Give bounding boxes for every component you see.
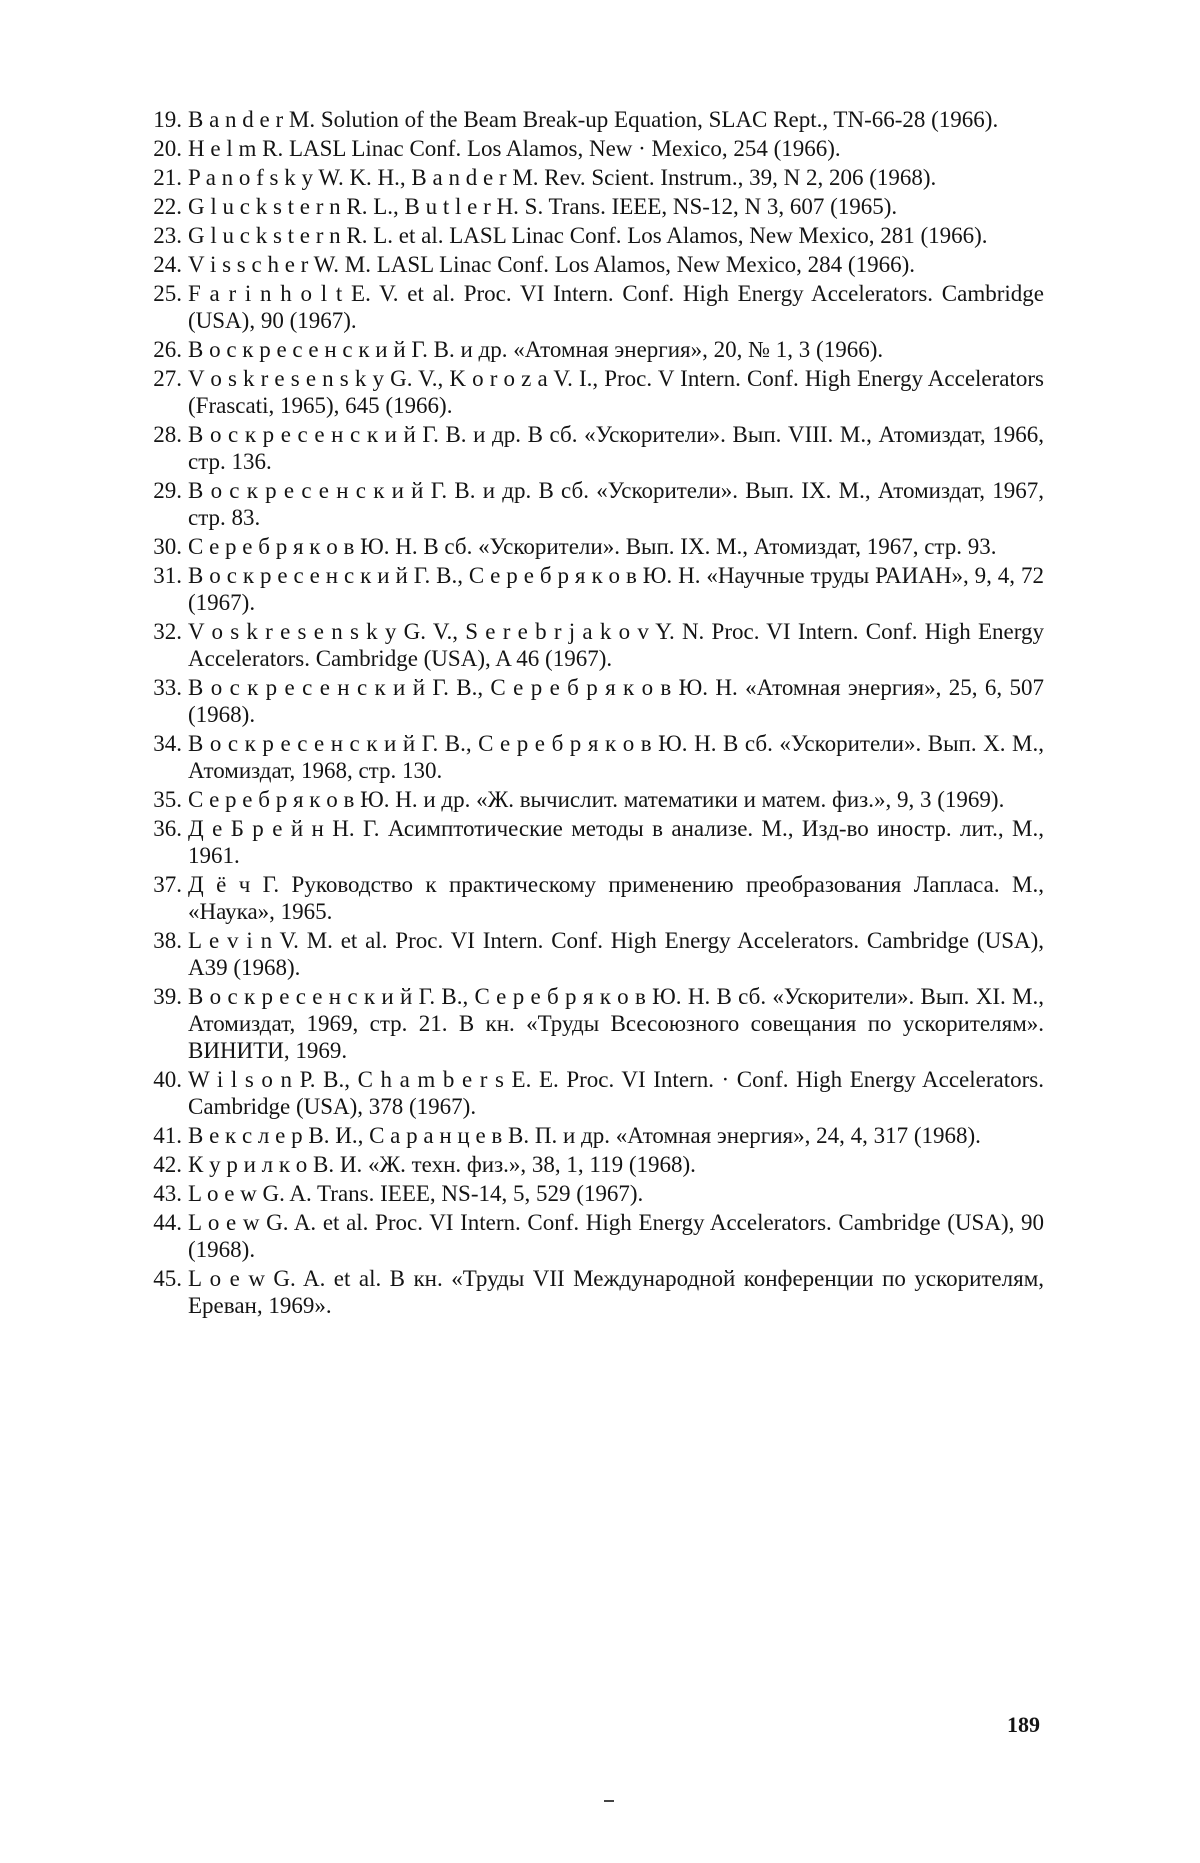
- reference-item: [136, 193, 1044, 220]
- reference-number: 29.: [153, 478, 182, 503]
- footer-dash: [604, 1800, 614, 1802]
- reference-item: [136, 927, 1044, 981]
- reference-item: [136, 106, 1044, 133]
- reference-item: [136, 815, 1044, 869]
- reference-number: 39.: [153, 984, 182, 1009]
- reference-number: 28.: [153, 422, 182, 447]
- reference-item: [136, 222, 1044, 249]
- reference-number: 41.: [153, 1123, 182, 1148]
- reference-number: 32.: [153, 619, 182, 644]
- reference-number: 21.: [153, 165, 182, 190]
- reference-text: В о с к р е с е н с к и й Г. В., С е р е б р я к о в Ю. Н. В сб. «Ускорители». Вып. XI. М., Атомиздат, 1969, стр. 21. В кн. «Труды Всесоюзного совещания по ускорителям». ВИНИТИ, 1969.: [188, 984, 1044, 1063]
- reference-text: В о с к р е с е н с к и й Г. В., С е р е б р я к о в Ю. Н. В сб. «Ускорители». Вып. X. М., Атомиздат, 1968, стр. 130.: [188, 731, 1044, 783]
- reference-item: [136, 618, 1044, 672]
- reference-text: L o e w G. A. et al. Proc. VI Intern. Conf. High Energy Accelerators. Cambridge (USA), 90 (1968).: [188, 1210, 1044, 1262]
- reference-text: V o s k r e s e n s k y G. V., S e r e b r j a k o v Y. N. Proc. VI Intern. Conf. High Energy Accelerators. Cambridge (USA), A 46 (1967).: [188, 619, 1044, 671]
- reference-text: G l u c k s t e r n R. L., B u t l e r H. S. Trans. IEEE, NS-12, N 3, 607 (1965).: [188, 194, 898, 219]
- reference-number: 24.: [153, 252, 182, 277]
- reference-text: L o e w G. A. et al. В кн. «Труды VII Международной конференции по ускорителям, Ереван, 1969».: [188, 1266, 1044, 1318]
- reference-number: 19.: [153, 107, 182, 132]
- reference-number: 31.: [153, 563, 182, 588]
- reference-text: V o s k r e s e n s k y G. V., K o r o z a V. I., Proc. V Intern. Conf. High Energy Accelerators (Frascati, 1965), 645 (1966).: [188, 366, 1044, 418]
- reference-item: [136, 477, 1044, 531]
- reference-text: Д е Б р е й н Н. Г. Асимптотические методы в анализе. М., Изд-во иностр. лит., М., 1961.: [188, 816, 1044, 868]
- reference-text: L o e w G. A. Trans. IEEE, NS-14, 5, 529 (1967).: [188, 1181, 644, 1206]
- reference-item: [136, 871, 1044, 925]
- reference-item: [136, 533, 1044, 560]
- reference-text: В о с к р е с е н с к и й Г. В. и др. «Атомная энергия», 20, № 1, 3 (1966).: [188, 337, 884, 362]
- reference-text: Д ё ч Г. Руководство к практическому применению преобразования Лапласа. М., «Наука», 1965.: [188, 872, 1044, 924]
- reference-number: 27.: [153, 366, 182, 391]
- reference-text: G l u c k s t e r n R. L. et al. LASL Linac Conf. Los Alamos, New Mexico, 281 (1966).: [188, 223, 988, 248]
- page-number: 189: [1007, 1712, 1040, 1737]
- reference-list: [136, 106, 1044, 1321]
- reference-text: В о с к р е с е н с к и й Г. В. и др. В сб. «Ускорители». Вып. VIII. М., Атомиздат, 1966, стр. 136.: [188, 422, 1044, 474]
- reference-item: [136, 983, 1044, 1064]
- reference-number: 30.: [153, 534, 182, 559]
- reference-number: 23.: [153, 223, 182, 248]
- reference-item: [136, 730, 1044, 784]
- reference-number: 22.: [153, 194, 182, 219]
- reference-item: [136, 562, 1044, 616]
- reference-item: [136, 1265, 1044, 1319]
- reference-text: В е к с л е р В. И., С а р а н ц е в В. П. и др. «Атомная энергия», 24, 4, 317 (1968).: [188, 1123, 981, 1148]
- reference-item: [136, 1180, 1044, 1207]
- reference-text: С е р е б р я к о в Ю. Н. В сб. «Ускорители». Вып. IX. М., Атомиздат, 1967, стр. 93.: [188, 534, 997, 559]
- reference-item: [136, 251, 1044, 278]
- reference-item: [136, 365, 1044, 419]
- reference-text: H e l m R. LASL Linac Conf. Los Alamos, New · Mexico, 254 (1966).: [188, 136, 841, 161]
- reference-text: B a n d e r M. Solution of the Beam Break-up Equation, SLAC Rept., TN-66-28 (1966).: [188, 107, 999, 132]
- reference-item: [136, 421, 1044, 475]
- reference-number: 40.: [153, 1067, 182, 1092]
- reference-text: С е р е б р я к о в Ю. Н. и др. «Ж. вычислит. математики и матем. физ.», 9, 3 (1969).: [188, 787, 1005, 812]
- reference-text: V i s s c h e r W. M. LASL Linac Conf. Los Alamos, New Mexico, 284 (1966).: [188, 252, 915, 277]
- reference-text: В о с к р е с е н с к и й Г. В. и др. В сб. «Ускорители». Вып. IX. М., Атомиздат, 1967, стр. 83.: [188, 478, 1044, 530]
- reference-number: 35.: [153, 787, 182, 812]
- reference-number: 33.: [153, 675, 182, 700]
- reference-text: К у р и л к о В. И. «Ж. техн. физ.», 38, 1, 119 (1968).: [188, 1152, 696, 1177]
- reference-number: 34.: [153, 731, 182, 756]
- reference-number: 43.: [153, 1181, 182, 1206]
- reference-item: [136, 1209, 1044, 1263]
- reference-text: W i l s o n P. B., C h a m b e r s E. E. Proc. VI Intern. · Conf. High Energy Accelerators. Cambridge (USA), 378 (1967).: [188, 1067, 1044, 1119]
- reference-item: [136, 786, 1044, 813]
- reference-text: F a r i n h o l t E. V. et al. Proc. VI Intern. Conf. High Energy Accelerators. Cambridge (USA), 90 (1967).: [188, 281, 1044, 333]
- reference-item: [136, 336, 1044, 363]
- reference-number: 38.: [153, 928, 182, 953]
- reference-item: [136, 1066, 1044, 1120]
- reference-text: P a n o f s k y W. K. H., B a n d e r M. Rev. Scient. Instrum., 39, N 2, 206 (1968).: [188, 165, 937, 190]
- reference-text: L e v i n V. M. et al. Proc. VI Intern. Conf. High Energy Accelerators. Cambridge (USA), A39 (1968).: [188, 928, 1044, 980]
- reference-item: [136, 1122, 1044, 1149]
- reference-text: В о с к р е с е н с к и й Г. В., С е р е б р я к о в Ю. Н. «Научные труды РАИАН», 9, 4, 72 (1967).: [188, 563, 1044, 615]
- reference-item: [136, 135, 1044, 162]
- reference-item: [136, 674, 1044, 728]
- reference-number: 37.: [153, 872, 182, 897]
- reference-number: 44.: [153, 1210, 182, 1235]
- reference-number: 25.: [153, 281, 182, 306]
- reference-text: В о с к р е с е н с к и й Г. В., С е р е б р я к о в Ю. Н. «Атомная энергия», 25, 6, 507 (1968).: [188, 675, 1044, 727]
- reference-number: 26.: [153, 337, 182, 362]
- reference-item: [136, 1151, 1044, 1178]
- reference-number: 42.: [153, 1152, 182, 1177]
- reference-number: 45.: [153, 1266, 182, 1291]
- reference-number: 20.: [153, 136, 182, 161]
- reference-item: [136, 164, 1044, 191]
- reference-number: 36.: [153, 816, 182, 841]
- reference-item: [136, 280, 1044, 334]
